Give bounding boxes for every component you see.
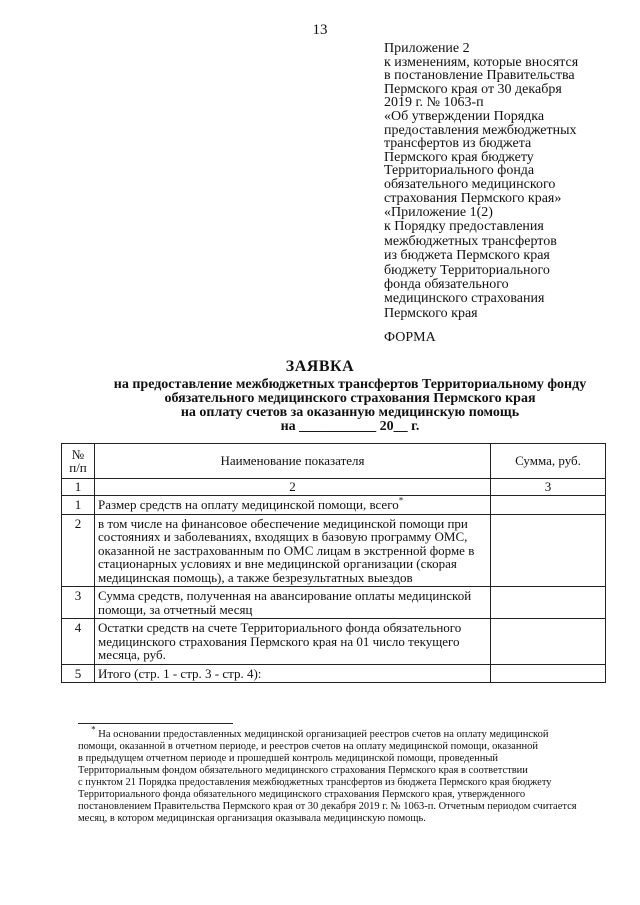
page-number: 13 xyxy=(312,22,328,38)
subtitle-line: обязательного медицинского страхования Пермского края xyxy=(164,391,536,406)
footnote-line: помощи, оказанной в отчетном периоде, и реестров счетов на оплату медицинской помощи, оказанной xyxy=(78,741,538,752)
footnote-line: с пунктом 21 Порядка предоставления межбюджетных трансфертов из бюджета Пермского края бюджету xyxy=(78,777,552,788)
footnote-text: На основании предоставленных медицинской организацией реестров счетов на оплату медицинской xyxy=(98,729,549,740)
appendix-sub-header xyxy=(384,206,630,321)
footnote-marker: * xyxy=(91,724,96,735)
row-number: 1 xyxy=(62,496,95,515)
row-number: 3 xyxy=(62,587,95,619)
footnote-line xyxy=(78,724,598,741)
footnote-line: Территориального фонда обязательного медицинского страхования Пермского края, утвержденного xyxy=(78,789,526,800)
row-indicator-name: Остатки средств на счете Территориального фонда обязательного медицинского страхования Пермского края на 01 число текущего месяца, руб. xyxy=(95,619,491,665)
appendix-sub-line: к Порядку предоставления xyxy=(384,219,544,235)
footnote xyxy=(78,724,598,825)
document-title: ЗАЯВКА xyxy=(285,358,355,375)
request-table xyxy=(61,443,606,683)
row-sum-cell[interactable] xyxy=(491,619,606,665)
appendix-sub-line: межбюджетных трансфертов xyxy=(384,233,557,249)
table-row xyxy=(62,587,606,619)
row-indicator-text: Размер средств на оплату медицинской помощи, всего xyxy=(98,497,399,512)
appendix-header xyxy=(384,42,630,205)
row-sum-cell[interactable] xyxy=(491,587,606,619)
appendix-line: Приложение 2 xyxy=(384,41,470,56)
appendix-line: 2019 г. № 1063-п xyxy=(384,95,484,111)
appendix-line: Пермского края бюджету xyxy=(384,149,534,165)
subtitle-line: на оплату счетов за оказанную медицинскую помощь xyxy=(180,405,520,420)
row-sum-cell[interactable] xyxy=(491,514,606,587)
row-indicator-name: в том числе на финансовое обеспечение медицинской помощи при состояниях и заболеваниях, входящих в базовую программу ОМС, оказанной не застрахованным по ОМС лицам в экстренной форме в стационарных условиях и вне медицинской организации (скорая медицинская помощь), а также безрезультатных выездов xyxy=(95,514,491,587)
footnote-line: месяц, в котором медицинская организация оказывала медицинскую помощь. xyxy=(78,813,426,824)
appendix-line: «Об утверждении Порядка xyxy=(384,108,545,124)
appendix-sub-line: «Приложение 1(2) xyxy=(384,205,493,220)
row-indicator-name: Итого (стр. 1 - стр. 3 - стр. 4): xyxy=(95,664,491,683)
footnote-line: Территориальным фондом обязательного медицинского страхования Пермского края в соответствии xyxy=(78,765,528,776)
appendix-line: обязательного медицинского xyxy=(384,176,556,192)
row-number: 4 xyxy=(62,619,95,665)
appendix-line: Пермского края от 30 декабря xyxy=(384,81,562,97)
table-row xyxy=(62,496,606,515)
subtitle-line: на предоставление межбюджетных трансфертов Территориальному фонду xyxy=(113,377,587,392)
column-number-row xyxy=(62,479,606,496)
row-number: 5 xyxy=(62,664,95,683)
footnote-line: в предыдущем отчетном периоде и прошедшей контроль медицинской помощи, проведенный xyxy=(78,753,499,764)
table-row xyxy=(62,664,606,683)
header-number: № п/п xyxy=(62,444,95,479)
column-number: 3 xyxy=(491,479,606,496)
row-sum-cell[interactable] xyxy=(491,664,606,683)
appendix-sub-line: бюджету Территориального xyxy=(384,262,550,278)
header-indicator-name: Наименование показателя xyxy=(95,444,491,479)
appendix-line: страхования Пермского края» xyxy=(384,190,562,206)
header-sum: Сумма, руб. xyxy=(491,444,606,479)
appendix-line: Территориального фонда xyxy=(384,163,535,179)
row-indicator-name: Сумма средств, полученная на авансирование оплаты медицинской помощи, за отчетный месяц xyxy=(95,587,491,619)
footnote-line: постановлением Правительства Пермского края от 30 декабря 2019 г. № 1063-п. Отчетным периодом считается xyxy=(78,801,577,812)
appendix-line: в постановление Правительства xyxy=(384,68,575,84)
table-row xyxy=(62,619,606,665)
row-number: 2 xyxy=(62,514,95,587)
row-indicator-name xyxy=(95,496,491,515)
table-header-row xyxy=(62,444,606,479)
column-number: 1 xyxy=(62,479,95,496)
footnote-marker: * xyxy=(398,495,404,506)
form-label: ФОРМА xyxy=(384,330,436,345)
subtitle-date-line: на ___________ 20__ г. xyxy=(280,419,420,434)
row-sum-cell[interactable] xyxy=(491,496,606,515)
table-row xyxy=(62,514,606,587)
appendix-sub-line: медицинского страхования xyxy=(384,291,545,307)
appendix-sub-line: фонда обязательного xyxy=(384,277,509,293)
column-number: 2 xyxy=(95,479,491,496)
appendix-sub-line: из бюджета Пермского края xyxy=(384,248,550,264)
document-subtitle xyxy=(60,378,640,434)
appendix-sub-line: Пермского края xyxy=(384,305,478,321)
appendix-line: к изменениям, которые вносятся xyxy=(384,54,579,70)
appendix-line: трансфертов из бюджета xyxy=(384,136,532,152)
appendix-line: предоставления межбюджетных xyxy=(384,122,577,138)
footnote-divider xyxy=(78,723,233,724)
